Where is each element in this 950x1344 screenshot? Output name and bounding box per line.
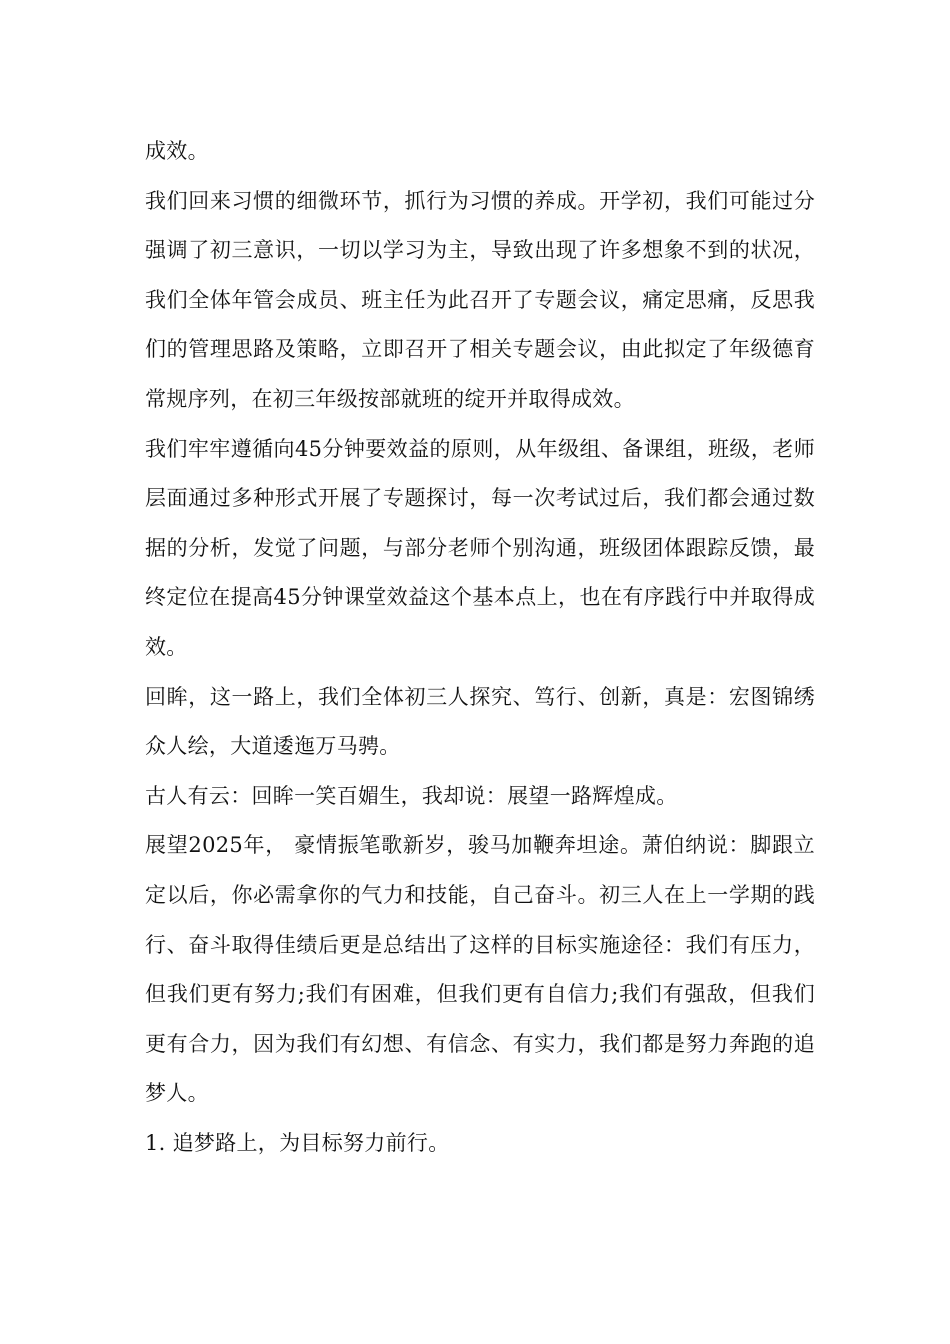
paragraph: 我们牢牢遵循向45分钟要效益的原则，从年级组、备课组，班级，老师层面通过多种形式开展了专题探讨，每一次考试过后，我们都会通过数据的分析，发觉了问题，与部分老师个别沟通，班级团体跟踪反馈，最终定位在提高45分钟课堂效益这个基本点上，也在有序践行中并取得成效。	[145, 436, 815, 659]
document-body	[145, 127, 815, 1168]
paragraph: 回眸，这一路上，我们全体初三人探究、笃行、创新，真是：宏图锦绣众人绘，大道逶迤万马骋。	[145, 684, 815, 759]
paragraph: 成效。	[145, 139, 209, 163]
paragraph: 展望2025年， 豪情振笔歌新岁，骏马加鞭奔坦途。萧伯纳说：脚跟立定以后，你必需拿你的气力和技能，自己奋斗。初三人在上一学期的践行、奋斗取得佳绩后更是总结出了这样的目标实施途径：我们有压力，但我们更有努力;我们有困难，但我们更有自信力;我们有强敌，但我们更有合力，因为我们有幻想、有信念、有实力，我们都是努力奔跑的追梦人。	[145, 833, 815, 1106]
list-item: 1. 追梦路上，为目标努力前行。	[145, 1130, 450, 1155]
paragraph: 我们回来习惯的细微环节，抓行为习惯的养成。开学初，我们可能过分强调了初三意识，一切以学习为主，导致出现了许多想象不到的状况，我们全体年管会成员、班主任为此召开了专题会议，痛定思痛，反思我们的管理思路及策略，立即召开了相关专题会议，由此拟定了年级德育常规序列，在初三年级按部就班的绽开并取得成效。	[145, 188, 815, 411]
paragraph: 古人有云：回眸一笑百媚生，我却说：展望一路辉煌成。	[145, 783, 678, 808]
